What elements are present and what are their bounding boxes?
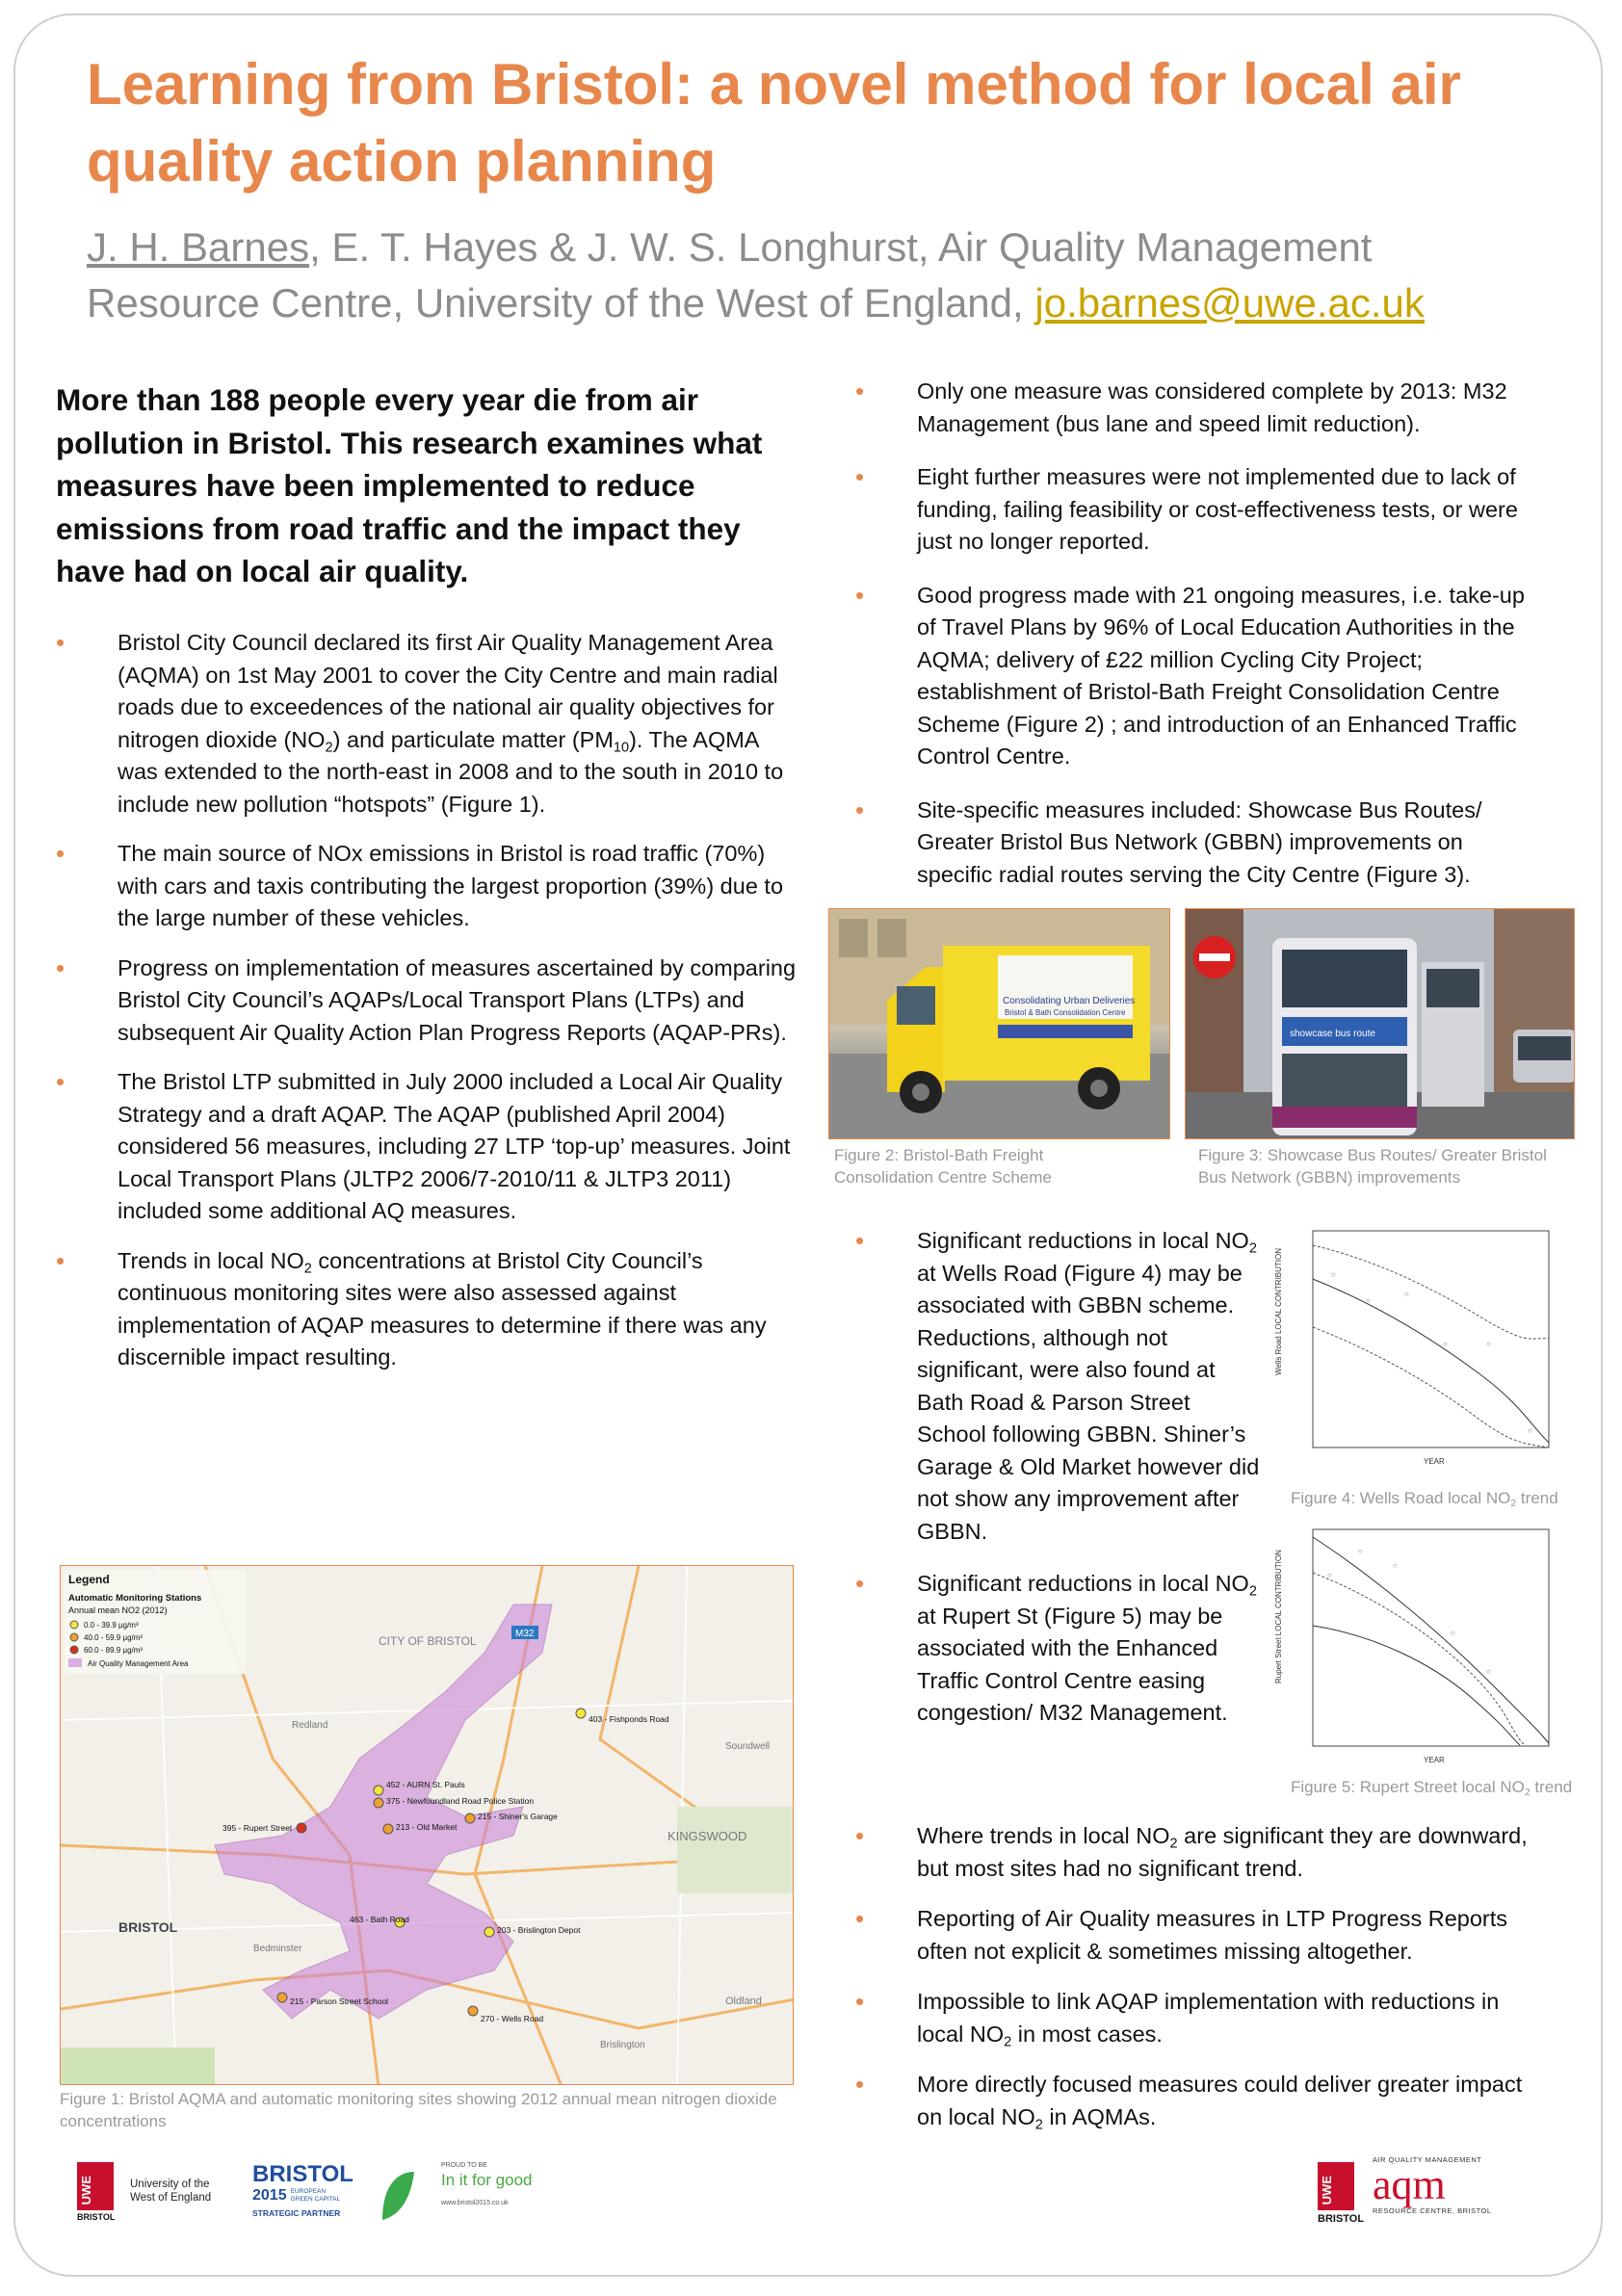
m32-label: M32: [515, 1629, 535, 1639]
figure-5-caption: Figure 5: Rupert Street local $NO_2$ trend: [1291, 1778, 1573, 1799]
site-label: 375 - Newfoundland Road Police Station: [386, 1796, 535, 1806]
rupert-y-label: Rupert Street LOCAL CONTRIBUTION: [1274, 1550, 1283, 1683]
site-label: 215 - Parson Street School: [290, 1996, 389, 2006]
legend-mean-label: Annual mean NO2 (2012): [68, 1605, 168, 1615]
figure-4-caption: Figure 4: Wells Road local $NO_2$ trend: [1291, 1489, 1558, 1510]
bullet-progress: • Progress on implementation of measures ascertained by comparing Bristol City Council’s AQAPs/Local Transport Plans (LTPs) and subsequent Air Quality Action Plan Progress Reports (AQAP-PRs).: [56, 952, 798, 1050]
wells-point: ○: [1366, 1296, 1371, 1305]
bullet-impossible-link: • Impossible to link AQAP implementation with reductions in local $NO_2$ in most cases.: [855, 1986, 1549, 2050]
bristol-2015-logo: [252, 2162, 358, 2230]
bristol-wordmark: BRISTOL: [252, 2161, 353, 2187]
bullet-trends: • Trends in local $NO_2$ concentrations at Bristol City Council’s continuous monitoring sites were also assessed against implementation of AQAP measures to determine if there was any discernible impact resulting.: [56, 1245, 798, 1374]
map-place: KINGSWOOD: [667, 1829, 747, 1843]
bus-illustration: [1186, 909, 1575, 1139]
rupert-point: ○: [1327, 1571, 1332, 1579]
bristol-year: 2015: [252, 2187, 287, 2204]
uwe-short-right: UWE: [1320, 2176, 1334, 2205]
bullet-ltp: • The Bristol LTP submitted in July 2000 included a Local Air Quality Strategy and a draft AQAP. The AQAP (published April 2004) considered 56 measures, including 27 LTP ‘top-up’ measures. Joint Local Transport Plans (JLTP2 2006/7-2010/11 & JLTP3 2011) included some additional AQ measures.: [56, 1066, 798, 1228]
rupert-lower-ci: [1313, 1626, 1520, 1745]
uwe-name: University of the West of England: [130, 2179, 212, 2204]
map-place: Oldland: [725, 1996, 762, 2007]
site-marker[interactable]: [468, 2006, 478, 2016]
rupert-point: ○: [1393, 1561, 1398, 1570]
site-label: 403 - Fishponds Road: [589, 1714, 669, 1724]
wells-point: ○: [1528, 1426, 1532, 1435]
truck-sign-sub: Bristol & Bath Consolidation Centre: [1005, 1008, 1126, 1017]
truck-sign: Consolidating Urban Deliveries: [1003, 996, 1136, 1006]
green-leaf-logo: [378, 2167, 416, 2225]
left-bullet-list: [56, 627, 798, 1392]
legend-title: Legend: [68, 1573, 110, 1586]
authors-line: [87, 220, 1551, 331]
poster-title: Learning from Bristol: a novel method for local air quality action planning: [87, 52, 1461, 194]
site-label: 395 - Rupert Street: [222, 1823, 293, 1833]
map-place: Soundwell: [725, 1741, 771, 1752]
leaf-icon: [382, 2172, 414, 2220]
map-place: Bedminster: [253, 1944, 302, 1954]
wells-point: ○: [1443, 1340, 1448, 1348]
bullet-significant-trends: • Where trends in local $NO_2$ are significant they are downward, but most sites had no significant trend.: [855, 1820, 1549, 1885]
figure-5-chart: [1269, 1520, 1578, 1775]
rupert-trend-line: [1313, 1573, 1525, 1745]
bullet-reporting: • Reporting of Air Quality measures in LTP Progress Reports often not explicit & sometimes missing altogether.: [855, 1903, 1549, 1968]
legend-item: 40.0 - 59.9 µg/m³: [84, 1633, 144, 1642]
rupert-x-label: YEAR: [1424, 1756, 1445, 1764]
figure-2-caption: Figure 2: Bristol-Bath Freight Consolidation Centre Scheme: [834, 1146, 1052, 1187]
figure-4-chart: [1269, 1221, 1578, 1476]
site-marker[interactable]: [576, 1709, 586, 1718]
strategic-partner: STRATEGIC PARTNER: [252, 2208, 341, 2218]
aqm-logo: [1373, 2155, 1565, 2223]
legend-item: 0.0 - 39.9 µg/m³: [84, 1621, 139, 1630]
bullet-not-implemented: • Eight further measures were not implemented due to lack of funding, failing feasibility or cost-effectiveness tests, or were just no longer reported.: [855, 461, 1539, 559]
mid-bullet-list-1: [855, 1225, 1260, 1548]
site-label: 463 - Bath Road: [350, 1915, 409, 1924]
intro-statement: More than 188 people every year die from air pollution in Bristol. This research examines what measures have been implemented to reduce emissions from road traffic and the impact they have had on local air quality.: [56, 382, 763, 588]
site-label: 215 - Shiner's Garage: [478, 1812, 558, 1821]
site-marker[interactable]: [277, 1993, 287, 2002]
legend-item: Air Quality Management Area: [88, 1659, 189, 1668]
uwe-city-right: BRISTOL: [1318, 2213, 1365, 2225]
authors-affiliation: , E. T. Hayes & J. W. S. Longhurst, Air Quality Management Resource Centre, University of the West of England,: [87, 224, 1373, 326]
bullet-rupert-st: • Significant reductions in local $NO_2$ at Rupert St (Figure 5) may be associated with the Enhanced Traffic Control Centre easing congestion/ M32 Management.: [855, 1568, 1260, 1730]
wells-point: ○: [1331, 1270, 1336, 1279]
first-author: J. H. Barnes: [87, 224, 310, 270]
aqm-wordmark: aqm: [1373, 2161, 1446, 2208]
map-legend: [65, 1570, 246, 1674]
bus-sign: showcase bus route: [1290, 1029, 1375, 1039]
uwe-logo-right: [1310, 2162, 1368, 2225]
proud-to-be: PROUD TO BE: [441, 2162, 487, 2169]
map-place: BRISTOL: [118, 1919, 178, 1935]
wells-trend-line: [1313, 1279, 1549, 1443]
bullet-focused-measures: • More directly focused measures could deliver greater impact on local $NO_2$ in AQMAs.: [855, 2069, 1549, 2133]
right-bullet-list: [855, 376, 1539, 912]
legend-subtitle: Automatic Monitoring Stations: [68, 1593, 202, 1604]
site-marker[interactable]: [465, 1813, 475, 1823]
wells-point: ○: [1486, 1340, 1491, 1348]
bullet-nox-source: • The main source of NOx emissions in Bristol is road traffic (70%) with cars and taxis contributing the largest proportion (39%) due to the large number of these vehicles.: [56, 838, 798, 935]
bristol-subtitle: EUROPEAN GREEN CAPITAL: [290, 2188, 341, 2203]
figure-2-photo: [828, 908, 1170, 1139]
wells-point: ○: [1404, 1290, 1409, 1298]
map-place: Redland: [292, 1720, 328, 1731]
site-marker[interactable]: [374, 1798, 383, 1808]
site-label: 452 - AURN St. Pauls: [386, 1780, 465, 1789]
site-marker[interactable]: [383, 1824, 393, 1834]
aqm-bottom-text: RESOURCE CENTRE, BRISTOL: [1373, 2206, 1492, 2215]
bullet-wells-road: • Significant reductions in local $NO_2$ at Wells Road (Figure 4) may be associated with GBBN scheme. Reductions, although not significant, were also found at Bath Road & Parson Street School following GBBN. Shiner’s Garage & Old Market however did not show any improvement after GBBN.: [855, 1225, 1260, 1548]
wells-upper-ci: [1313, 1245, 1549, 1339]
rupert-point: ○: [1451, 1629, 1455, 1637]
rupert-upper-ci: [1313, 1537, 1549, 1743]
uwe-logo: [77, 2162, 231, 2225]
bristol-website[interactable]: www.bristol2015.co.uk: [441, 2200, 509, 2206]
bullet-good-progress: • Good progress made with 21 ongoing measures, i.e. take-up of Travel Plans by 96% of Local Education Authorities in the AQMA; delivery of £22 million Cycling City Project; establishment of Bristol-Bath Freight Consolidation Centre Scheme (Figure 2) ; and introduction of an Enhanced Traffic Control Centre.: [855, 580, 1539, 773]
uwe-city: BRISTOL: [77, 2212, 116, 2222]
site-label: 203 - Brislington Depot: [497, 1925, 581, 1935]
uwe-short: UWE: [79, 2176, 93, 2205]
mid-bullet-list-2: [855, 1568, 1260, 1730]
aqm-top-text: AIR QUALITY MANAGEMENT: [1373, 2155, 1482, 2164]
rupert-point: ○: [1486, 1667, 1491, 1676]
map-place: Brislington: [600, 2040, 645, 2050]
site-marker[interactable]: [297, 1823, 306, 1833]
wells-lower-ci: [1313, 1327, 1549, 1448]
figure-3-caption: Figure 3: Showcase Bus Routes/ Greater Bristol Bus Network (GBBN) improvements: [1198, 1146, 1547, 1187]
rupert-point: ○: [1358, 1547, 1363, 1555]
wells-plot-frame: [1313, 1231, 1549, 1448]
figure-3-photo: [1185, 908, 1575, 1139]
site-label: 270 - Wells Road: [481, 2014, 544, 2023]
site-marker[interactable]: [374, 1786, 383, 1795]
site-marker[interactable]: [484, 1927, 494, 1937]
wells-x-label: YEAR: [1424, 1457, 1445, 1466]
truck-illustration: [829, 909, 1170, 1139]
in-it-for-good-logo: [441, 2162, 557, 2225]
map-place: CITY OF BRISTOL: [379, 1634, 477, 1648]
conclusion-bullet-list: [855, 1820, 1549, 2152]
wells-y-label: Wells Road LOCAL CONTRIBUTION: [1274, 1247, 1283, 1375]
legend-item: 60.0 - 89.9 µg/m³: [84, 1646, 144, 1655]
figure-1-caption: Figure 1: Bristol AQMA and automatic monitoring sites showing 2012 annual mean nitrogen dioxide concentrations: [60, 2090, 777, 2130]
figure-1-map: [60, 1565, 794, 2085]
site-label: 213 - Old Market: [396, 1822, 458, 1832]
bullet-m32: • Only one measure was considered complete by 2013: M32 Management (bus lane and speed limit reduction).: [855, 376, 1539, 440]
bullet-site-specific: • Site-specific measures included: Showcase Bus Routes/ Greater Bristol Bus Network (GBBN) improvements on specific radial routes serving the City Centre (Figure 3).: [855, 795, 1539, 892]
bullet-aqma-declaration: • Bristol City Council declared its first Air Quality Management Area (AQMA) on 1st May 2001 to cover the City Centre and main radial roads due to exceedences of the national air quality objectives for nitrogen dioxide $(NO_2)$ and particulate matter $(PM_{10})$. The AQMA was extended to the north-east in 2008 and to the south in 2010 to include new pollution “hotspots” (Figure 1).: [56, 627, 798, 821]
in-it-for-good: In it for good: [441, 2171, 533, 2189]
email-link[interactable]: jo.barnes@uwe.ac.uk: [1034, 280, 1425, 326]
